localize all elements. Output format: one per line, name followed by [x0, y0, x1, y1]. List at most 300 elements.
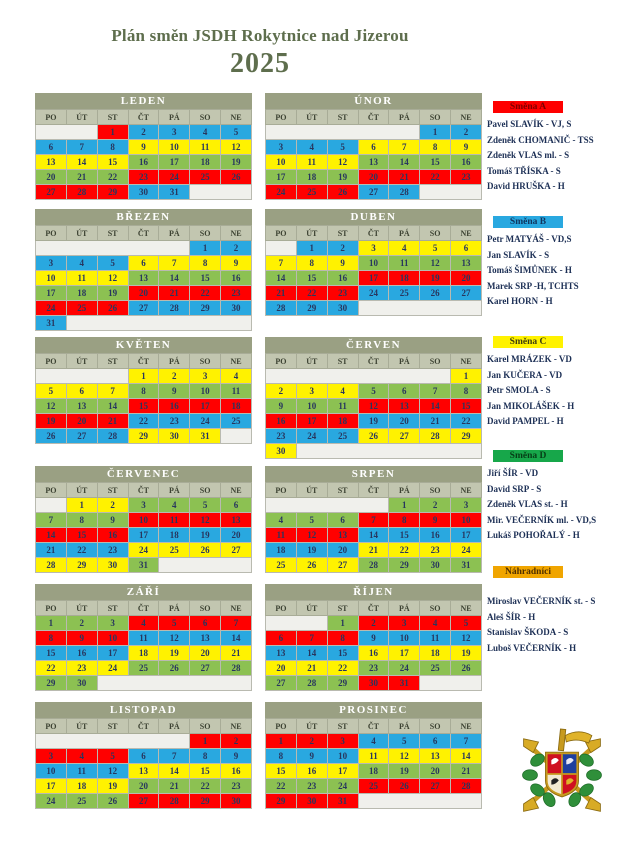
day-cell: 6	[451, 241, 482, 256]
day-cell: 21	[159, 779, 190, 794]
day-cell: 21	[36, 543, 67, 558]
weekday-header: ÚT	[296, 601, 327, 616]
day-cell: 21	[221, 646, 252, 661]
day-cell: 1	[128, 369, 159, 384]
weekday-header: ČT	[358, 601, 389, 616]
day-cell: 26	[97, 794, 128, 809]
weekday-header: PÁ	[159, 226, 190, 241]
empty-cell	[97, 676, 251, 691]
day-cell: 6	[358, 140, 389, 155]
day-cell: 17	[128, 528, 159, 543]
day-cell: 5	[420, 241, 451, 256]
day-cell: 6	[66, 384, 97, 399]
weekday-header: PO	[266, 719, 297, 734]
day-cell: 17	[159, 155, 190, 170]
day-cell: 3	[97, 616, 128, 631]
day-cell: 30	[327, 301, 358, 316]
day-cell: 22	[36, 661, 67, 676]
day-cell: 8	[190, 256, 221, 271]
day-cell: 28	[66, 185, 97, 200]
day-cell: 4	[420, 616, 451, 631]
day-cell: 28	[159, 794, 190, 809]
day-cell: 29	[266, 794, 297, 809]
day-cell: 5	[159, 616, 190, 631]
day-cell: 2	[221, 734, 252, 749]
day-cell: 23	[266, 429, 297, 444]
day-cell: 1	[266, 734, 297, 749]
weekday-header: ST	[97, 226, 128, 241]
day-cell: 27	[221, 543, 252, 558]
weekday-header: ÚT	[296, 354, 327, 369]
day-cell: 26	[389, 779, 420, 794]
day-cell: 8	[389, 513, 420, 528]
weekday-header: SO	[190, 483, 221, 498]
weekday-header: NE	[221, 110, 252, 125]
day-cell: 16	[327, 271, 358, 286]
legend-member: Aleš ŠÍR - H	[487, 611, 536, 622]
day-cell: 15	[266, 764, 297, 779]
month-12	[265, 702, 482, 809]
day-cell: 24	[296, 429, 327, 444]
day-cell: 26	[159, 661, 190, 676]
day-cell: 9	[327, 256, 358, 271]
empty-cell	[266, 369, 451, 384]
day-cell: 23	[159, 414, 190, 429]
legend-header: Směna A	[493, 101, 563, 113]
day-cell: 15	[128, 399, 159, 414]
page-header	[0, 26, 520, 80]
weekday-header: PÁ	[159, 483, 190, 498]
legend-member: David SRP - S	[487, 483, 542, 494]
day-cell: 11	[420, 631, 451, 646]
day-cell: 5	[451, 616, 482, 631]
day-cell: 11	[128, 631, 159, 646]
day-cell: 26	[97, 301, 128, 316]
day-cell: 20	[221, 528, 252, 543]
day-cell: 8	[327, 631, 358, 646]
day-cell: 13	[66, 399, 97, 414]
month-2	[265, 93, 482, 200]
day-cell: 31	[190, 429, 221, 444]
day-cell: 31	[36, 316, 67, 331]
legend-header: Náhradníci	[493, 566, 563, 578]
day-cell: 28	[420, 429, 451, 444]
day-cell: 13	[128, 764, 159, 779]
day-cell: 25	[389, 286, 420, 301]
day-cell: 19	[420, 271, 451, 286]
day-cell: 20	[327, 543, 358, 558]
legend-member: Petr MATYÁŠ - VD,S	[487, 234, 572, 244]
day-cell: 6	[327, 513, 358, 528]
day-cell: 10	[190, 384, 221, 399]
day-cell: 17	[327, 764, 358, 779]
legend-header: Směna B	[493, 216, 563, 228]
day-cell: 14	[159, 271, 190, 286]
weekday-header: ST	[327, 719, 358, 734]
day-cell: 13	[420, 749, 451, 764]
day-cell: 4	[327, 384, 358, 399]
day-cell: 7	[451, 734, 482, 749]
day-cell: 15	[389, 528, 420, 543]
day-cell: 23	[221, 779, 252, 794]
day-cell: 23	[97, 543, 128, 558]
day-cell: 7	[36, 513, 67, 528]
day-cell: 2	[358, 616, 389, 631]
day-cell: 1	[66, 498, 97, 513]
day-cell: 3	[128, 498, 159, 513]
day-cell: 26	[420, 286, 451, 301]
day-cell: 16	[451, 155, 482, 170]
day-cell: 17	[451, 528, 482, 543]
day-cell: 5	[97, 749, 128, 764]
day-cell: 17	[296, 414, 327, 429]
legend-header: Směna C	[493, 336, 563, 348]
weekday-header: ČT	[358, 110, 389, 125]
day-cell: 23	[221, 286, 252, 301]
day-cell: 25	[296, 185, 327, 200]
day-cell: 23	[296, 779, 327, 794]
day-cell: 16	[296, 764, 327, 779]
day-cell: 11	[296, 155, 327, 170]
day-cell: 24	[159, 170, 190, 185]
day-cell: 15	[190, 764, 221, 779]
empty-cell	[358, 301, 481, 316]
weekday-header: SO	[420, 110, 451, 125]
weekday-header: ČT	[358, 719, 389, 734]
day-cell: 8	[190, 749, 221, 764]
day-cell: 19	[36, 414, 67, 429]
day-cell: 1	[36, 616, 67, 631]
weekday-header: ÚT	[66, 226, 97, 241]
day-cell: 25	[66, 301, 97, 316]
day-cell: 24	[389, 661, 420, 676]
day-cell: 18	[128, 646, 159, 661]
month-title: PROSINEC	[265, 702, 482, 718]
day-cell: 25	[327, 429, 358, 444]
day-cell: 15	[451, 399, 482, 414]
day-cell: 18	[221, 399, 252, 414]
day-cell: 19	[451, 646, 482, 661]
page-year: 2025	[230, 48, 290, 79]
legend-member: Jan KUČERA - VD	[487, 369, 563, 380]
weekday-header: SO	[190, 110, 221, 125]
day-cell: 6	[190, 616, 221, 631]
day-cell: 23	[420, 543, 451, 558]
day-cell: 10	[36, 271, 67, 286]
month-title: KVĚTEN	[35, 337, 252, 353]
weekday-header: ST	[327, 354, 358, 369]
weekday-header: ČT	[128, 354, 159, 369]
month-title: ČERVENEC	[35, 466, 252, 482]
empty-cell	[266, 241, 297, 256]
empty-cell	[36, 125, 98, 140]
day-cell: 22	[128, 414, 159, 429]
day-cell: 12	[36, 399, 67, 414]
legend-member: Pavel SLAVÍK - VJ, S	[487, 119, 572, 129]
day-cell: 30	[66, 676, 97, 691]
day-cell: 11	[66, 271, 97, 286]
day-cell: 21	[358, 543, 389, 558]
day-cell: 6	[420, 734, 451, 749]
day-cell: 30	[358, 676, 389, 691]
day-cell: 14	[389, 155, 420, 170]
day-cell: 26	[36, 429, 67, 444]
day-cell: 28	[296, 676, 327, 691]
weekday-header: PÁ	[159, 110, 190, 125]
day-cell: 10	[97, 631, 128, 646]
day-cell: 2	[128, 125, 159, 140]
day-cell: 25	[266, 558, 297, 573]
month-6	[265, 337, 482, 459]
day-cell: 8	[451, 384, 482, 399]
day-cell: 14	[36, 528, 67, 543]
day-cell: 25	[66, 794, 97, 809]
weekday-header: PÁ	[389, 110, 420, 125]
weekday-header: PO	[266, 601, 297, 616]
fire-brigade-emblem-icon	[508, 726, 616, 822]
fire-brigade-emblem-logo	[508, 726, 616, 822]
day-cell: 15	[327, 646, 358, 661]
month-10	[265, 584, 482, 691]
day-cell: 16	[358, 646, 389, 661]
day-cell: 22	[389, 543, 420, 558]
day-cell: 7	[266, 256, 297, 271]
day-cell: 19	[97, 779, 128, 794]
day-cell: 11	[159, 513, 190, 528]
day-cell: 28	[358, 558, 389, 573]
day-cell: 29	[190, 301, 221, 316]
day-cell: 23	[66, 661, 97, 676]
empty-cell	[36, 369, 129, 384]
day-cell: 27	[190, 661, 221, 676]
day-cell: 11	[358, 749, 389, 764]
day-cell: 7	[97, 384, 128, 399]
day-cell: 12	[159, 631, 190, 646]
weekday-header: PÁ	[159, 601, 190, 616]
legend-member: Lukáš POHOŘALÝ - H	[487, 530, 580, 540]
weekday-header: ÚT	[66, 719, 97, 734]
day-cell: 20	[128, 779, 159, 794]
day-cell: 17	[266, 170, 297, 185]
weekday-header: NE	[221, 601, 252, 616]
day-cell: 9	[128, 140, 159, 155]
day-cell: 5	[358, 384, 389, 399]
day-cell: 12	[190, 513, 221, 528]
day-cell: 27	[358, 185, 389, 200]
day-cell: 2	[451, 125, 482, 140]
weekday-header: NE	[451, 226, 482, 241]
empty-cell	[266, 616, 328, 631]
day-cell: 10	[266, 155, 297, 170]
empty-cell	[358, 794, 481, 809]
month-7	[35, 466, 252, 573]
day-cell: 27	[420, 779, 451, 794]
day-cell: 11	[190, 140, 221, 155]
day-cell: 10	[327, 749, 358, 764]
weekday-header: ST	[97, 483, 128, 498]
month-title: SRPEN	[265, 466, 482, 482]
day-cell: 29	[66, 558, 97, 573]
day-cell: 23	[358, 661, 389, 676]
day-cell: 20	[451, 271, 482, 286]
day-cell: 18	[66, 779, 97, 794]
month-1	[35, 93, 252, 200]
day-cell: 19	[296, 543, 327, 558]
weekday-header: PÁ	[159, 354, 190, 369]
weekday-header: ČT	[128, 226, 159, 241]
day-cell: 29	[389, 558, 420, 573]
day-cell: 1	[389, 498, 420, 513]
weekday-header: PO	[36, 719, 67, 734]
weekday-header: PÁ	[389, 719, 420, 734]
day-cell: 12	[358, 399, 389, 414]
empty-cell	[36, 498, 67, 513]
legend-member: Karel HORN - H	[487, 296, 553, 306]
legend-member: Jan MIKOLÁŠEK - H	[487, 400, 575, 411]
day-cell: 24	[36, 301, 67, 316]
day-cell: 1	[190, 734, 221, 749]
day-cell: 4	[190, 125, 221, 140]
day-cell: 19	[97, 286, 128, 301]
weekday-header: ČT	[128, 483, 159, 498]
day-cell: 5	[221, 125, 252, 140]
day-cell: 8	[420, 140, 451, 155]
day-cell: 10	[389, 631, 420, 646]
month-title: ÚNOR	[265, 93, 482, 109]
day-cell: 10	[128, 513, 159, 528]
day-cell: 15	[97, 155, 128, 170]
weekday-header: NE	[451, 601, 482, 616]
day-cell: 4	[266, 513, 297, 528]
day-cell: 19	[389, 764, 420, 779]
day-cell: 24	[128, 543, 159, 558]
day-cell: 20	[389, 414, 420, 429]
weekday-header: ST	[97, 719, 128, 734]
legend-member: David HRUŠKA - H	[487, 181, 565, 191]
day-cell: 18	[159, 528, 190, 543]
day-cell: 9	[221, 749, 252, 764]
empty-cell	[266, 125, 420, 140]
day-cell: 8	[97, 140, 128, 155]
day-cell: 21	[266, 286, 297, 301]
day-cell: 22	[296, 286, 327, 301]
day-cell: 11	[221, 384, 252, 399]
legend-group-4	[487, 445, 625, 544]
empty-cell	[221, 429, 252, 444]
day-cell: 11	[327, 399, 358, 414]
day-cell: 20	[358, 170, 389, 185]
day-cell: 16	[128, 155, 159, 170]
day-cell: 2	[327, 241, 358, 256]
day-cell: 17	[36, 779, 67, 794]
weekday-header: NE	[451, 483, 482, 498]
day-cell: 19	[327, 170, 358, 185]
legend-member: Tomáš TŘÍSKA - S	[487, 165, 561, 176]
day-cell: 15	[190, 271, 221, 286]
weekday-header: NE	[451, 719, 482, 734]
day-cell: 9	[451, 140, 482, 155]
day-cell: 11	[266, 528, 297, 543]
day-cell: 31	[451, 558, 482, 573]
month-5	[35, 337, 252, 444]
day-cell: 17	[190, 399, 221, 414]
legend-group-3	[487, 331, 625, 430]
day-cell: 28	[159, 301, 190, 316]
day-cell: 8	[296, 256, 327, 271]
month-8	[265, 466, 482, 573]
day-cell: 29	[327, 676, 358, 691]
empty-cell	[36, 241, 190, 256]
weekday-header: ÚT	[296, 483, 327, 498]
day-cell: 14	[97, 399, 128, 414]
day-cell: 16	[159, 399, 190, 414]
weekday-header: SO	[420, 601, 451, 616]
day-cell: 25	[190, 170, 221, 185]
day-cell: 18	[66, 286, 97, 301]
legend-member: Petr SMOLA - S	[487, 385, 551, 395]
day-cell: 1	[97, 125, 128, 140]
day-cell: 24	[451, 543, 482, 558]
day-cell: 30	[128, 185, 159, 200]
weekday-header: ČT	[358, 354, 389, 369]
day-cell: 12	[296, 528, 327, 543]
day-cell: 6	[266, 631, 297, 646]
day-cell: 25	[128, 661, 159, 676]
day-cell: 20	[266, 661, 297, 676]
legend-member: Luboš VEČERNÍK - H	[487, 642, 577, 653]
day-cell: 12	[221, 140, 252, 155]
day-cell: 14	[420, 399, 451, 414]
day-cell: 27	[389, 429, 420, 444]
month-title: LEDEN	[35, 93, 252, 109]
day-cell: 21	[389, 170, 420, 185]
weekday-header: NE	[221, 226, 252, 241]
day-cell: 30	[266, 444, 297, 459]
day-cell: 22	[66, 543, 97, 558]
day-cell: 1	[451, 369, 482, 384]
day-cell: 10	[358, 256, 389, 271]
legend-header: Směna D	[493, 450, 563, 462]
legend-member: Tomáš ŠIMŮNEK - H	[487, 265, 572, 275]
day-cell: 28	[389, 185, 420, 200]
day-cell: 11	[66, 764, 97, 779]
day-cell: 21	[97, 414, 128, 429]
day-cell: 4	[66, 749, 97, 764]
day-cell: 13	[389, 399, 420, 414]
day-cell: 14	[221, 631, 252, 646]
day-cell: 9	[296, 749, 327, 764]
day-cell: 14	[296, 646, 327, 661]
day-cell: 7	[159, 749, 190, 764]
weekday-header: ČT	[128, 719, 159, 734]
day-cell: 30	[221, 794, 252, 809]
day-cell: 6	[389, 384, 420, 399]
empty-cell	[190, 185, 252, 200]
day-cell: 26	[190, 543, 221, 558]
day-cell: 20	[128, 286, 159, 301]
day-cell: 2	[420, 498, 451, 513]
day-cell: 30	[97, 558, 128, 573]
day-cell: 17	[358, 271, 389, 286]
day-cell: 21	[66, 170, 97, 185]
day-cell: 7	[66, 140, 97, 155]
day-cell: 21	[159, 286, 190, 301]
day-cell: 25	[358, 779, 389, 794]
day-cell: 24	[358, 286, 389, 301]
day-cell: 29	[36, 676, 67, 691]
day-cell: 1	[296, 241, 327, 256]
day-cell: 13	[358, 155, 389, 170]
